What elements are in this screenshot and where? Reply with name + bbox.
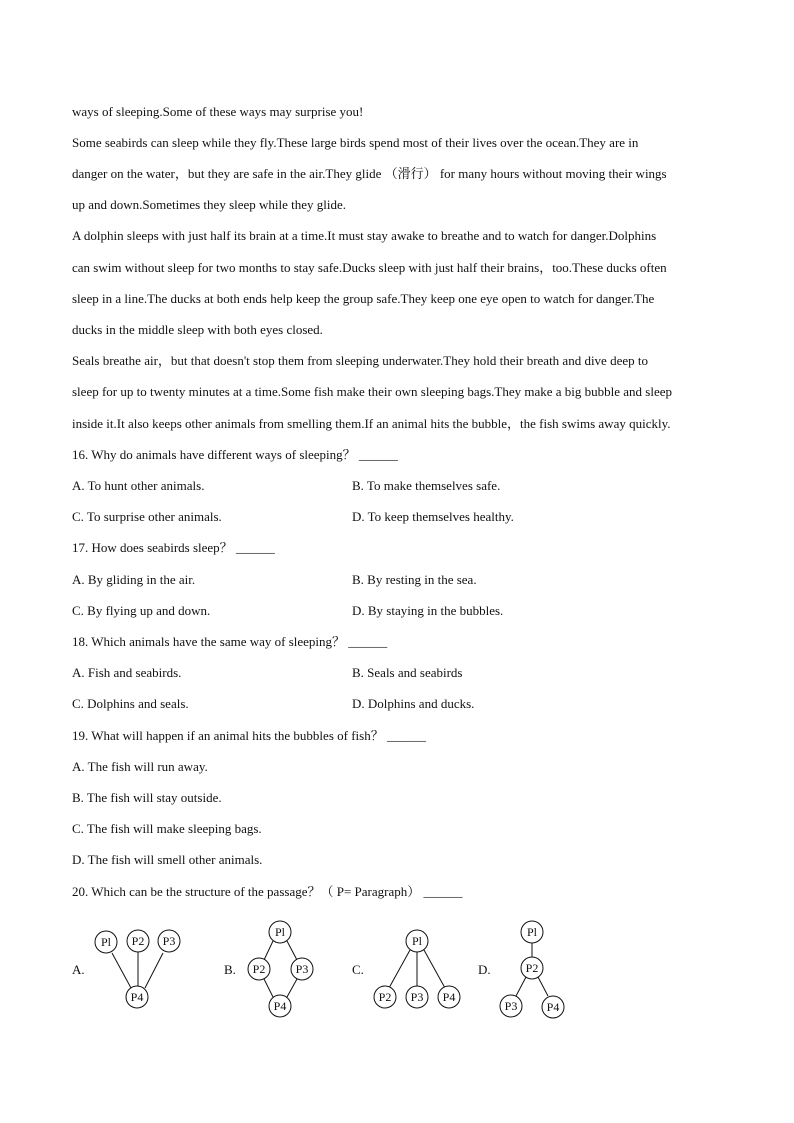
passage-line: Some seabirds can sleep while they fly.These large birds spend most of their lives over the ocean.They are in (72, 135, 639, 150)
option-b[interactable]: B. The fish will stay outside. (72, 790, 222, 805)
node-label: P2 (525, 961, 539, 975)
question-stem: 17. How does seabirds sleep？ ______ (72, 540, 275, 555)
option-c[interactable]: C. By flying up and down. (72, 603, 211, 618)
node-label: P4 (442, 990, 456, 1004)
passage-line: danger on the water，but they are safe in the air.They glide （滑行） for many hours without moving their wings (72, 166, 667, 181)
diagram-a-label[interactable]: A. (72, 962, 85, 977)
passage-line: sleep for up to twenty minutes at a time.Some fish make their own sleeping bags.They make a big bubble and sleep (72, 384, 673, 399)
option-b[interactable]: B. By resting in the sea. (352, 572, 477, 587)
node-label: P4 (273, 999, 287, 1013)
option-c[interactable]: C. Dolphins and seals. (72, 696, 189, 711)
node-label: Pl (274, 925, 286, 939)
diagram-edge (516, 977, 526, 996)
node-label: P3 (504, 999, 518, 1013)
diagram-edge (538, 977, 548, 996)
passage-line: ways of sleeping.Some of these ways may surprise you! (72, 104, 364, 119)
question-stem: 19. What will happen if an animal hits the bubbles of fish？ ______ (72, 728, 426, 743)
option-a[interactable]: A. Fish and seabirds. (72, 665, 182, 680)
node-label: P2 (252, 962, 266, 976)
option-c[interactable]: C. To surprise other animals. (72, 509, 222, 524)
passage-line: sleep in a line.The ducks at both ends help keep the group safe.They keep one eye open to watch for danger.The (72, 291, 655, 306)
option-d[interactable]: D. To keep themselves healthy. (352, 509, 514, 524)
passage-line: ducks in the middle sleep with both eyes closed. (72, 322, 323, 337)
option-b[interactable]: B. Seals and seabirds (352, 665, 463, 680)
passage-line: A dolphin sleeps with just half its brain at a time.It must stay awake to breathe and to watch for danger.Dolphins (72, 228, 657, 243)
option-a[interactable]: A. The fish will run away. (72, 759, 208, 774)
question-stem: 16. Why do animals have different ways of sleeping？ ______ (72, 447, 398, 462)
node-label: P2 (378, 990, 392, 1004)
option-d[interactable]: D. By staying in the bubbles. (352, 603, 504, 618)
question-stem: 18. Which animals have the same way of sleeping？ ______ (72, 634, 388, 649)
node-label: P3 (295, 962, 309, 976)
passage-line: can swim without sleep for two months to stay safe.Ducks sleep with just half their brains，too.These ducks often (72, 260, 667, 275)
diagram-d-label[interactable]: D. (478, 962, 491, 977)
node-label: P4 (130, 990, 144, 1004)
passage-line: up and down.Sometimes they sleep while they glide. (72, 197, 347, 212)
passage-line: Seals breathe air，but that doesn't stop them from sleeping underwater.They hold their breath and dive deep to (72, 353, 648, 368)
node-label: P4 (546, 1000, 560, 1014)
node-label: Pl (411, 934, 423, 948)
node-label: Pl (526, 925, 538, 939)
passage-line: inside it.It also keeps other animals from smelling them.If an animal hits the bubble，the fish swims away quickly. (72, 416, 671, 431)
node-label: P2 (131, 934, 145, 948)
option-a[interactable]: A. To hunt other animals. (72, 478, 205, 493)
diagram-b-label[interactable]: B. (224, 962, 236, 977)
diagram-c-label[interactable]: C. (352, 962, 364, 977)
option-c[interactable]: C. The fish will make sleeping bags. (72, 821, 262, 836)
option-b[interactable]: B. To make themselves safe. (352, 478, 501, 493)
node-label: Pl (100, 935, 112, 949)
question-stem: 20. Which can be the structure of the passage？（ P= Paragraph） ______ (72, 884, 463, 899)
node-label: P3 (162, 934, 176, 948)
node-label: P3 (410, 990, 424, 1004)
option-a[interactable]: A. By gliding in the air. (72, 572, 196, 587)
option-d[interactable]: D. The fish will smell other animals. (72, 852, 263, 867)
option-d[interactable]: D. Dolphins and ducks. (352, 696, 475, 711)
